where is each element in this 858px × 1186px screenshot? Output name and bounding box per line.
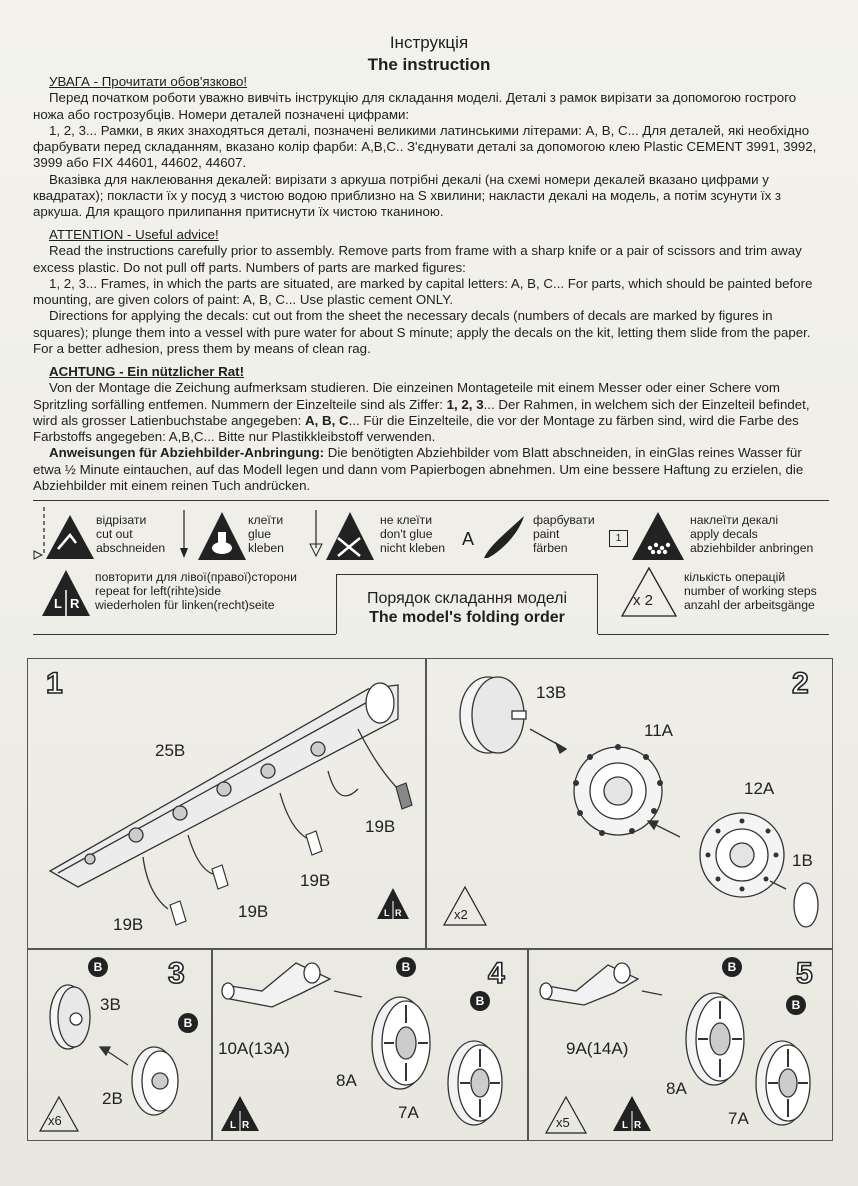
step-5-panel [527,948,833,1141]
legend-glue-text [248,513,284,556]
paint-brush-icon [480,512,530,560]
paint-letter: A [462,529,475,549]
decal-number-box: 1 [609,530,628,547]
legend-steps-text [684,570,817,613]
title-ukrainian: Інструкція [389,33,469,52]
german-achtung-heading: ACHTUNG - Ein nützlicher Rat! [49,364,245,379]
folding-order-en: The model's folding order [369,609,565,626]
lr-letter-r: R [70,596,80,611]
german-p1-part-e: ... Für die Einzelteile, die vor der Montage zu färben sind, wird die Farbe des Farbstoffs angegeben: A,B,C... Bitte nur Plastikkleibstoff verwenden. [33,412,799,445]
legend-cut-text [96,513,165,556]
legend-decal-de: abziehbilder anbringen [690,541,814,556]
steps-multiplier: x 2 [633,592,654,609]
legend-top-rule [33,500,829,501]
part-12a-label: 12A [744,779,775,798]
english-attention-heading: ATTENTION - Useful advice! [49,227,219,242]
step-2-multiplier: x2 [454,907,468,922]
ukrainian-warning-heading: УВАГА - Прочитати обов'язково! [49,74,248,89]
part-10a-13a-label: 10A(13A) [218,1039,290,1058]
german-p1-part-b: 1, 2, 3 [446,396,484,412]
legend-repeat-ua: повторити для лівої(правої)сторони [95,570,297,584]
ukrainian-paragraph-3: Вказівка для наклеювання декалей: вирізати з аркуша потрібні декалі (на схемі номери декалей вказано цифрами у квадратах); покласти їх у посуд з чистою водою приблизно на S хвилини; накласти декалі на модель, а потім зсунути їх з аркуша. Для кращого прилипання притиснути їх чистою тканиною. [33,171,782,220]
legend-glue-de: kleben [248,541,284,556]
part-19b-label-a: 19B [365,817,396,836]
english-paragraph-1: Read the instructions carefully prior to assembly. Remove parts from frame with a sharp knife or a pair of scissors and trim away excess plastic. Do not pull off parts. Numbers of parts are marked figures: [33,243,802,275]
legend-no-glue-de: nicht kleben [380,541,446,556]
title-english: The instruction [367,55,491,74]
legend-paint-en: paint [533,527,560,542]
legend-repeat-en: repeat for left(rihte)side [95,584,221,599]
paint-b-badge: B [786,995,806,1015]
part-19b-label-b: 19B [300,871,331,890]
glue-icon [178,508,246,564]
step-3-panel [27,948,213,1141]
step-1-lr-icon [376,887,410,921]
step-3-number: 3 [168,957,185,990]
part-7a-label: 7A [398,1103,419,1122]
legend-repeat-de: wiederholen für linken(recht)seite [95,598,275,613]
step-3-multiplier: x6 [48,1113,62,1128]
legend-no-glue-en: don't glue [380,527,433,542]
legend-no-glue-text [380,513,445,556]
folding-order-ua: Порядок складання моделі [366,590,568,607]
legend-no-glue-ua: не клеїти [380,513,433,527]
svg-text:R: R [634,1120,642,1131]
step-5-multiplier: x5 [556,1115,570,1130]
legend-decal-text [690,513,813,556]
legend-paint-de: färben [533,541,568,556]
german-decal-text: Die benötigten Abziehbilder vom Blatt abschneiden, in einGlas reines Wasser für etwa ½ Minute eintauchen, auf das Modell legen und dann vom Papierbogen abnehmen. Um eine bessere Haftung zu erzielen, die Abziehbilder mit einem reinen Tuch andrücken. [33,445,804,494]
legend-paint-ua: фарбувати [533,513,595,527]
part-19b-label-d: 19B [113,915,144,934]
step-1-number: 1 [46,667,63,700]
step-1-drawing [28,659,428,951]
part-19b-label-c: 19B [238,902,269,921]
part-1b-label: 1B [792,851,813,870]
english-section [33,227,829,357]
german-paragraph-2 [33,445,829,494]
svg-text:L: L [230,1120,237,1131]
left-right-icon [40,568,92,618]
step-1-panel [27,658,427,950]
step-5-lr-icon [612,1095,652,1133]
legend-bottom-rule-right [598,634,829,635]
german-paragraph-1 [33,380,829,445]
svg-text:R: R [242,1120,250,1131]
ukrainian-paragraph-2: 1, 2, 3... Рамки, в яких знаходяться деталі, позначені великими латинськими літерами: А, В, С... Для деталей, які необхідно фарбувати перед складанням, вказано колір фарби: А,В,С.. З'єднувати деталі за допомогою клею Plastic CEMENT 3991, 3992, 3999 або FIX 44601, 44602, 44607. [33,122,817,171]
step-4-lr-icon [220,1095,260,1133]
cut-out-icon [30,505,90,565]
english-paragraph-3: Directions for applying the decals: cut out from the sheet the necessary decals (numbers of decals are marked by figures in squares); plunge them into a vessel with pure water for about S minute; apply the decals on the kit, letting them slide from the paper. For a better adhesion, press them by means of clean rag. [33,308,811,357]
ukrainian-section [33,74,829,221]
step-4-number: 4 [488,957,505,990]
part-8a-label: 8A [336,1071,357,1090]
legend-glue-en: glue [248,527,272,542]
part-7a-label: 7A [728,1109,749,1128]
part-25b-label: 25B [155,741,186,760]
part-2b-label: 2B [102,1089,123,1108]
german-p1-part-c: ... Der Rahmen, in welchem sich der Einzelteil befindet, wird als grosser Latienbuchstabe angegeben: [33,396,810,428]
legend-cut-ua: відрізати [96,513,147,527]
legend-paint-text [533,513,595,556]
legend-steps-ua: кількість операцій [684,570,786,584]
paint-b-badge: B [396,957,416,977]
apply-decals-icon [630,510,686,562]
legend-cut-de: abschneiden [96,541,166,556]
lr-letter-l: L [54,596,62,611]
step-5-number: 5 [796,957,813,990]
legend-glue-ua: клеїти [248,513,284,527]
step-2-panel [425,658,833,950]
legend-decal-en: apply decals [690,527,758,542]
svg-text:L: L [622,1120,629,1131]
paint-b-badge: B [470,991,490,1011]
legend-cut-en: cut out [96,527,133,542]
legend-bottom-rule-left [33,634,336,635]
legend-decal-ua: наклеїти декалі [690,513,779,527]
german-decal-heading: Anweisungen für Abziehbilder-Anbringung: [49,445,325,461]
legend-steps-en: number of working steps [684,584,817,599]
german-p1-part-a: Von der Montage die Zeichung aufmerksam studieren. Die einzeinen Montageteile mit einem Messer oder einer Schere vom Spritzling sorfälling entfemen. Nummern der Einzelteile sind als Ziffer: [33,380,780,412]
german-section [33,364,829,494]
part-11a-label: 11A [644,721,673,740]
part-13b-label: 13B [536,683,567,702]
legend-steps-de: anzahl der arbeitsgänge [684,598,815,613]
no-glue-icon [308,508,372,564]
svg-text:L: L [384,908,390,918]
paint-b-badge: B [722,957,742,977]
part-9a-14a-label: 9A(14A) [566,1039,629,1058]
part-3b-label: 3B [100,995,121,1014]
legend-repeat-text [95,570,297,613]
german-p1-part-d: A, B, C [305,412,349,428]
step-4-panel [211,948,529,1141]
step-2-number: 2 [792,667,809,700]
svg-text:R: R [395,908,402,918]
paint-b-badge: B [88,957,108,977]
part-8a-label: 8A [666,1079,687,1098]
english-paragraph-2: 1, 2, 3... Frames, in which the parts are situated, are marked by capital letters: A, B, C... For parts, which should be painted before mounting, are given colors of paint: A, B, C... Use plastic cement ONLY. [33,275,813,308]
ukrainian-paragraph-1: Перед початком роботи уважно вивчіть інструкцію для складання моделі. Деталі з рамок вирізати за допомогою гострого ножа або гострозубців. Номери деталей позначені цифрами: [33,90,797,122]
paint-b-badge: B [178,1013,198,1033]
